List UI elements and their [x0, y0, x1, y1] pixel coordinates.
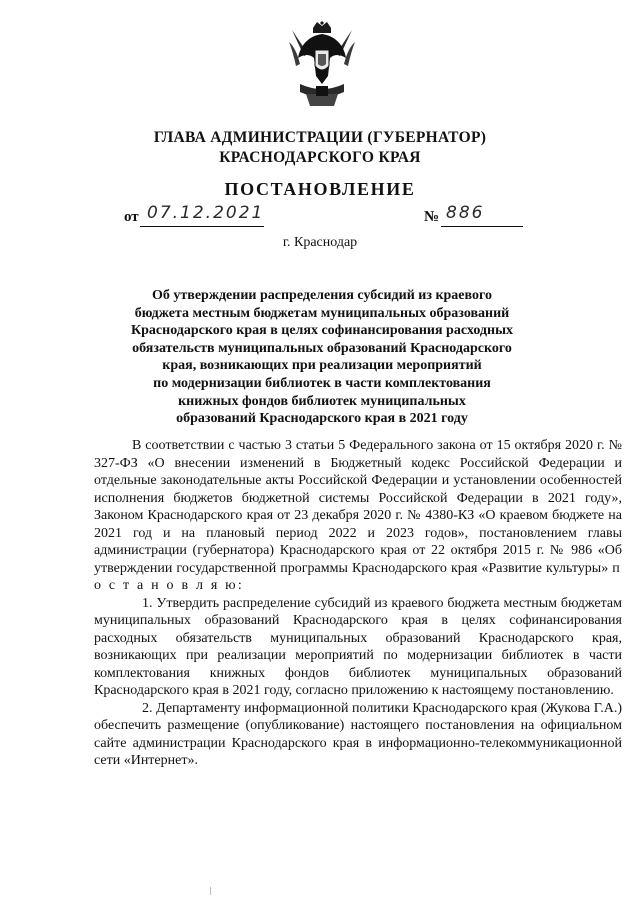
title-line: бюджета местным бюджетам муниципальных образований [134, 305, 510, 321]
city-line: г. Краснодар [282, 235, 358, 250]
preamble-paragraph [94, 437, 622, 595]
number-label: № [424, 209, 440, 225]
date-label: от [124, 209, 139, 225]
issuing-authority-line1: ГЛАВА АДМИНИСТРАЦИИ (ГУБЕРНАТОР) [153, 129, 487, 146]
title-line: образований Краснодарского края в 2021 году [176, 411, 468, 427]
title-line: по модернизации библиотек в части комплектования [153, 375, 491, 391]
title-line: Об утверждении распределения субсидий из краевого [152, 288, 492, 303]
date-underline [140, 226, 264, 227]
number-value: 886 [446, 203, 485, 223]
scan-mark [210, 887, 211, 895]
title-line: края, возникающих при реализации мероприятий [162, 358, 482, 374]
resolve-word: п о с т а н о в л я ю: [94, 560, 622, 593]
title-line: обязательств муниципальных образований Краснодарского [132, 340, 512, 356]
document-type-heading: ПОСТАНОВЛЕНИЕ [224, 179, 416, 199]
preamble-text: В соответствии с частью 3 статьи 5 Федерального закона от 15 октября 2020 г. № 327-ФЗ «О внесении изменений в Бюджетный кодекс Российской Федерации и отдельные законодательные акты Российской Федерации и установлении особенностей исполнения бюджетов бюджетной системы Российской Федерации в 2021 году», Законом Краснодарского края от 23 декабря 2020 г. № 4380-КЗ «О краевом бюджете на 2021 год и на плановый период 2022 и 2023 годов», постановлением главы администрации (губернатора) Краснодарского края от 22 октября 2015 г. № 986 «Об утверждении государственной программы Краснодарского края «Развитие культуры» [94, 438, 622, 576]
item-1-paragraph: 1. Утвердить распределение субсидий из краевого бюджета местным бюджетам муниципальных образований Краснодарского края в целях софинансирования расходных обязательств муниципальных образований Краснодарского края, возникающих при реализации мероприятий по модернизации библиотек в части комплектования книжных фондов библиотек муниципальных образований Краснодарского края в 2021 году, согласно приложению к настоящему постановлению. [94, 595, 622, 698]
date-value: 07.12.2021 [147, 203, 265, 223]
item-2-paragraph: 2. Департаменту информационной политики Краснодарского края (Жукова Г.А.) обеспечить размещение (опубликование) настоящего постановления на официальном сайте администрации Краснодарского края в информационно-телекоммуникационной сети «Интернет». [94, 700, 622, 768]
document-body [94, 437, 622, 770]
document-title [130, 287, 514, 428]
title-line: книжных фондов библиотек муниципальных [178, 393, 466, 409]
number-underline [441, 226, 523, 227]
title-line: Краснодарского края в целях софинансирования расходных [130, 323, 514, 339]
issuing-authority-line2: КРАСНОДАРСКОГО КРАЯ [219, 149, 421, 166]
coat-of-arms-icon [286, 20, 358, 108]
